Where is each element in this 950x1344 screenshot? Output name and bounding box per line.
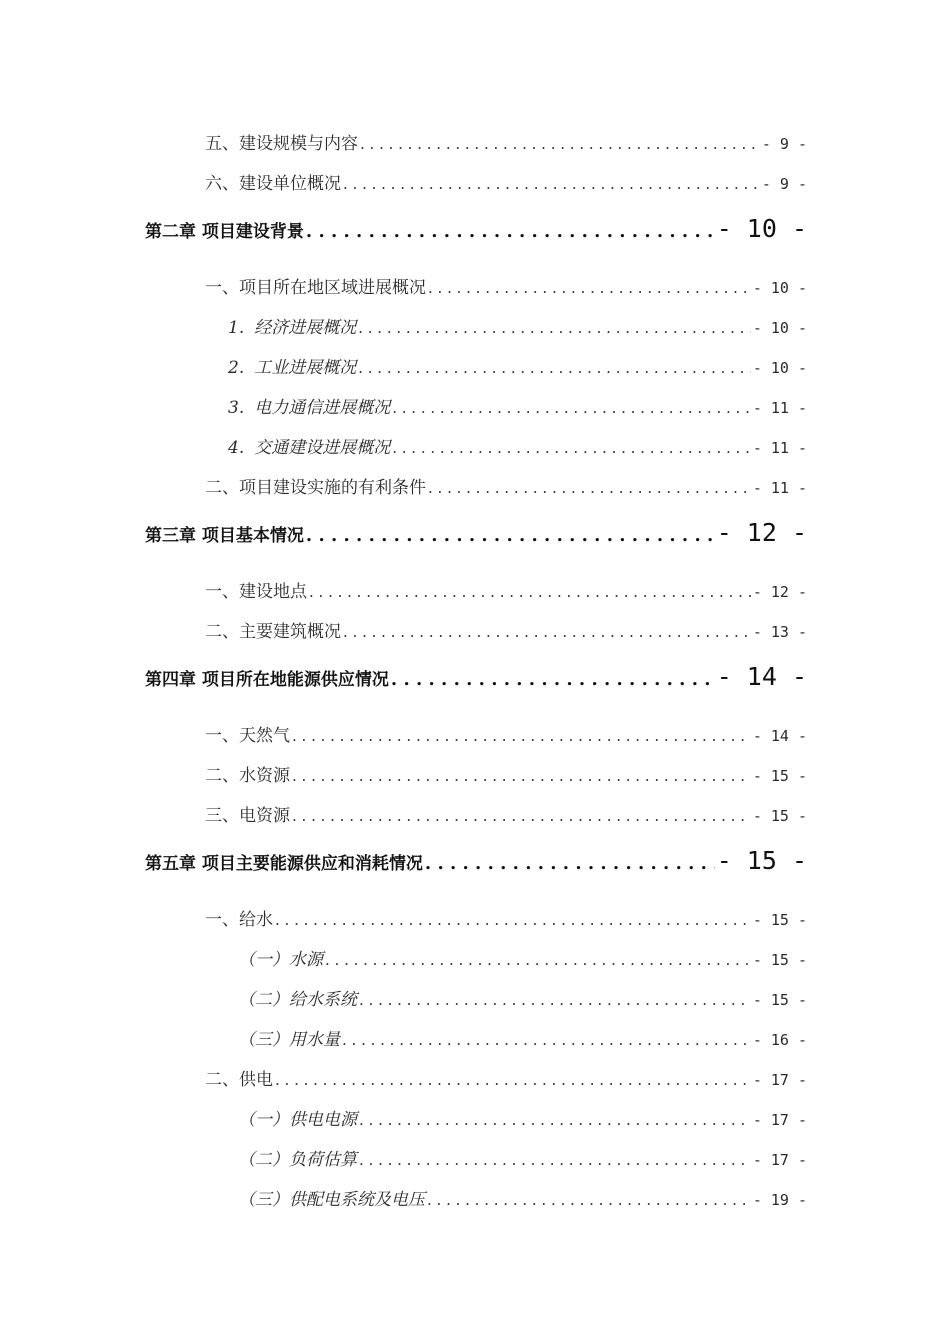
toc-entry-page: - 15 -	[752, 951, 807, 969]
toc-subentry[interactable]	[238, 985, 807, 1010]
toc-subentry-text: 工业进展概况	[254, 358, 357, 378]
toc-leader-dots	[427, 1190, 751, 1210]
toc-subentry[interactable]	[238, 945, 807, 970]
toc-chapter-label: 第四章 项目所在地能源供应情况	[145, 670, 389, 690]
toc-chapter-entry[interactable]	[145, 214, 807, 243]
toc-leader-dots	[358, 358, 751, 378]
toc-entry-label: 二、供电	[205, 1070, 273, 1090]
toc-leader-dots	[359, 1110, 751, 1130]
toc-subentry-text: 经济进展概况	[254, 318, 357, 338]
toc-subentry-label	[228, 353, 356, 378]
toc-subentry[interactable]	[228, 313, 807, 338]
toc-leader-dots	[292, 766, 751, 786]
toc-entry-page: - 19 -	[752, 1191, 807, 1209]
toc-chapter-entry[interactable]	[145, 846, 807, 875]
toc-leader-dots	[359, 1150, 751, 1170]
toc-subentry-label: （三）供配电系统及电压	[238, 1190, 425, 1210]
toc-entry-label: 三、电资源	[205, 806, 290, 826]
toc-entry-page: - 17 -	[752, 1111, 807, 1129]
toc-leader-dots	[428, 478, 751, 498]
toc-entry-page: - 17 -	[752, 1151, 807, 1169]
toc-leader-dots	[275, 1070, 751, 1090]
toc-subentry[interactable]	[238, 1145, 807, 1170]
toc-leader-dots	[292, 806, 751, 826]
toc-entry[interactable]	[205, 273, 807, 298]
toc-entry[interactable]	[205, 1065, 807, 1090]
toc-subentry[interactable]	[228, 353, 807, 378]
toc-entry[interactable]	[205, 169, 807, 194]
toc-subentry-number: 3.	[228, 398, 245, 418]
toc-entry-label: 二、主要建筑概况	[205, 622, 341, 642]
toc-leader-dots	[309, 582, 751, 602]
toc-chapter-page: - 15 -	[716, 846, 807, 875]
toc-entry-label: 一、天然气	[205, 726, 290, 746]
toc-chapter-entry[interactable]	[145, 518, 807, 547]
toc-entry-page: - 12 -	[752, 583, 807, 601]
toc-entry-page: - 13 -	[752, 623, 807, 641]
toc-chapter-entry[interactable]	[145, 662, 807, 691]
toc-subentry-number: 2.	[228, 358, 245, 378]
toc-subentry-label: （三）用水量	[238, 1030, 340, 1050]
toc-leader-dots	[275, 910, 751, 930]
toc-entry-label: 五、建设规模与内容	[205, 134, 358, 154]
toc-leader-dots	[343, 622, 751, 642]
toc-subentry-label	[228, 313, 356, 338]
toc-entry-page: - 10 -	[752, 319, 807, 337]
toc-subentry-number: 1.	[228, 318, 245, 338]
toc-entry-label: 一、项目所在地区域进展概况	[205, 278, 426, 298]
toc-chapter-label: 第五章 项目主要能源供应和消耗情况	[145, 854, 423, 874]
toc-subentry[interactable]	[228, 433, 807, 458]
toc-entry-page: - 15 -	[752, 807, 807, 825]
toc-subentry-label: （一）水源	[238, 950, 323, 970]
toc-entry-page: - 11 -	[752, 479, 807, 497]
toc-subentry[interactable]	[228, 393, 807, 418]
toc-leader-dots	[425, 853, 715, 874]
toc-entry-page: - 15 -	[752, 767, 807, 785]
toc-subentry[interactable]	[238, 1185, 807, 1210]
toc-leader-dots	[292, 726, 751, 746]
toc-entry[interactable]	[205, 905, 807, 930]
toc-leader-dots	[306, 221, 715, 242]
toc-entry-page: - 16 -	[752, 1031, 807, 1049]
toc-entry-page: - 14 -	[752, 727, 807, 745]
toc-chapter-page: - 14 -	[716, 662, 807, 691]
toc-leader-dots	[392, 398, 751, 418]
toc-entry[interactable]	[205, 577, 807, 602]
toc-entry-label: 二、项目建设实施的有利条件	[205, 478, 426, 498]
toc-entry-page: - 11 -	[752, 399, 807, 417]
toc-entry-page: - 15 -	[752, 911, 807, 929]
toc-subentry-label: （二）负荷估算	[238, 1150, 357, 1170]
toc-entry-page: - 11 -	[752, 439, 807, 457]
toc-entry[interactable]	[205, 473, 807, 498]
toc-entry-label: 一、给水	[205, 910, 273, 930]
toc-chapter-label: 第二章 项目建设背景	[145, 222, 304, 242]
toc-leader-dots	[325, 950, 751, 970]
toc-entry[interactable]	[205, 617, 807, 642]
toc-subentry[interactable]	[238, 1025, 807, 1050]
toc-entry[interactable]	[205, 129, 807, 154]
toc-leader-dots	[392, 438, 751, 458]
toc-entry-page: - 10 -	[752, 279, 807, 297]
toc-subentry-text: 电力通信进展概况	[254, 398, 391, 418]
toc-leader-dots	[428, 278, 751, 298]
toc-subentry-label: （一）供电电源	[238, 1110, 357, 1130]
toc-leader-dots	[306, 525, 715, 546]
toc-subentry-label	[228, 433, 390, 458]
toc-subentry-label: （二）给水系统	[238, 990, 357, 1010]
toc-entry-page: - 9 -	[761, 175, 807, 193]
toc-entry-page: - 10 -	[752, 359, 807, 377]
toc-subentry[interactable]	[238, 1105, 807, 1130]
toc-leader-dots	[359, 990, 751, 1010]
toc-leader-dots	[343, 174, 760, 194]
toc-leader-dots	[342, 1030, 751, 1050]
toc-entry-page: - 17 -	[752, 1071, 807, 1089]
toc-subentry-number: 4.	[228, 438, 245, 458]
toc-chapter-label: 第三章 项目基本情况	[145, 526, 304, 546]
toc-entry-label: 一、建设地点	[205, 582, 307, 602]
toc-leader-dots	[360, 134, 760, 154]
toc-subentry-text: 交通建设进展概况	[254, 438, 391, 458]
toc-entry-page: - 15 -	[752, 991, 807, 1009]
toc-leader-dots	[391, 669, 715, 690]
toc-entry[interactable]	[205, 761, 807, 786]
toc-entry-label: 二、水资源	[205, 766, 290, 786]
toc-entry-label: 六、建设单位概况	[205, 174, 341, 194]
toc-leader-dots	[358, 318, 751, 338]
toc-entry[interactable]	[205, 801, 807, 826]
toc-chapter-page: - 10 -	[716, 214, 807, 243]
toc-subentry-label	[228, 393, 390, 418]
toc-chapter-page: - 12 -	[716, 518, 807, 547]
toc-entry[interactable]	[205, 721, 807, 746]
toc-entry-page: - 9 -	[761, 135, 807, 153]
